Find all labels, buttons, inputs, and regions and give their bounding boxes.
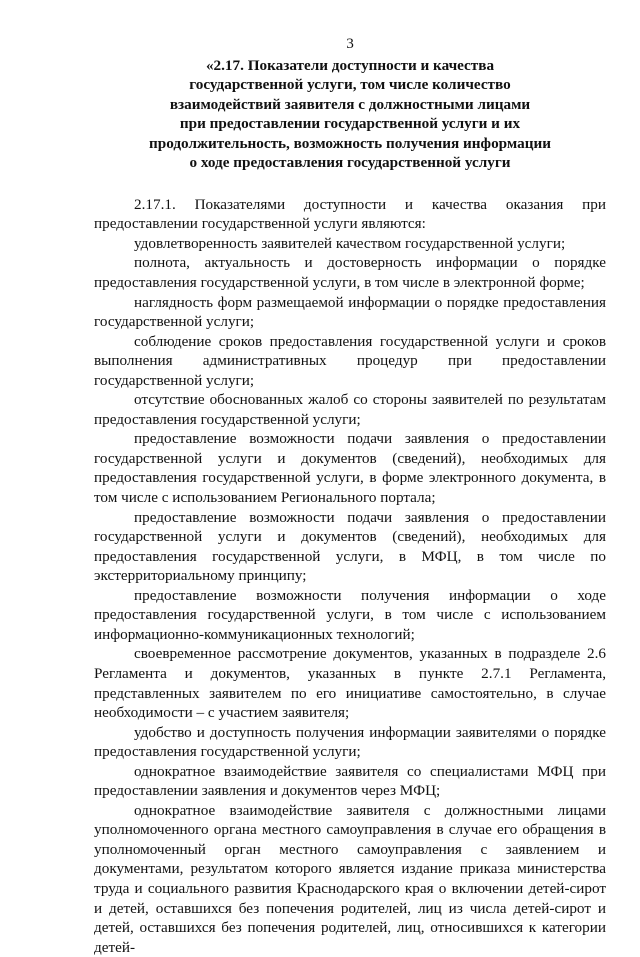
heading-line: продолжительность, возможность получения информации (149, 134, 551, 152)
paragraph: 2.17.1. Показателями доступности и качества оказания при предоставлении государственной услуги являются: (94, 195, 606, 233)
paragraph: однократное взаимодействие заявителя с должностными лицами уполномоченного органа местного самоуправления в случае его обращения в уполномоченный орган местного самоуправления с заявлением и документами, результатом которого является издание приказа министерства труда и социального развития Краснодарского края о включении детей-сирот и детей, оставшихся без попечения родителей, лиц из числа детей-сирот и детей, оставшихся без попечения родителей, лиц, относившихся к категории детей- (94, 801, 606, 956)
paragraph: своевременное рассмотрение документов, указанных в подразделе 2.6 Регламента и документов, указанных в пункте 2.7.1 Регламента, представленных заявителем по его инициативе самостоятельно, в случае необходимости – с участием заявителя; (94, 645, 606, 722)
paragraph: однократное взаимодействие заявителя со специалистами МФЦ при предоставлении заявления и документов через МФЦ; (94, 762, 606, 800)
paragraph: удовлетворенность заявителей качеством государственной услуги; (134, 234, 566, 252)
paragraph: предоставление возможности подачи заявления о предоставлении государственной услуги и документов (сведений), необходимых для предоставления государственной услуги, в МФЦ, в том числе по экстерриториальному принципу; (94, 508, 606, 585)
paragraph: наглядность форм размещаемой информации о порядке предоставления государственной услуги; (94, 293, 606, 331)
paragraph: предоставление возможности подачи заявления о предоставлении государственной услуги и документов (сведений), необходимых для предоставления государственной услуги, в форме электронного документа, в том числе с использованием Регионального портала; (94, 430, 606, 507)
paragraph: полнота, актуальность и достоверность информации о порядке предоставления государственной услуги, в том числе в электронной форме; (94, 254, 606, 292)
heading-line: о ходе предоставления государственной услуги (189, 154, 511, 172)
paragraph: удобство и доступность получения информации заявителями о порядке предоставления государственной услуги; (94, 723, 606, 761)
paragraph: отсутствие обоснованных жалоб со стороны заявителей по результатам предоставления государственной услуги; (94, 391, 606, 428)
body-text (94, 195, 606, 957)
page-number: 3 (346, 35, 354, 52)
paragraph: предоставление возможности получения информации о ходе предоставления государственной услуги, в том числе с использованием информационно-коммуникационных технологий; (94, 586, 606, 643)
heading-line: государственной услуги, том числе количество (189, 76, 511, 94)
heading-line: «2.17. Показатели доступности и качества (205, 56, 495, 74)
spacer (94, 173, 606, 195)
paragraph: соблюдение сроков предоставления государственной услуги и сроков выполнения административных процедур при предоставлении государственной услуги; (94, 332, 606, 389)
heading-line: взаимодействий заявителя с должностными лицами (169, 95, 531, 113)
section-heading (94, 56, 606, 173)
heading-line: при предоставлении государственной услуги и их (179, 115, 521, 133)
